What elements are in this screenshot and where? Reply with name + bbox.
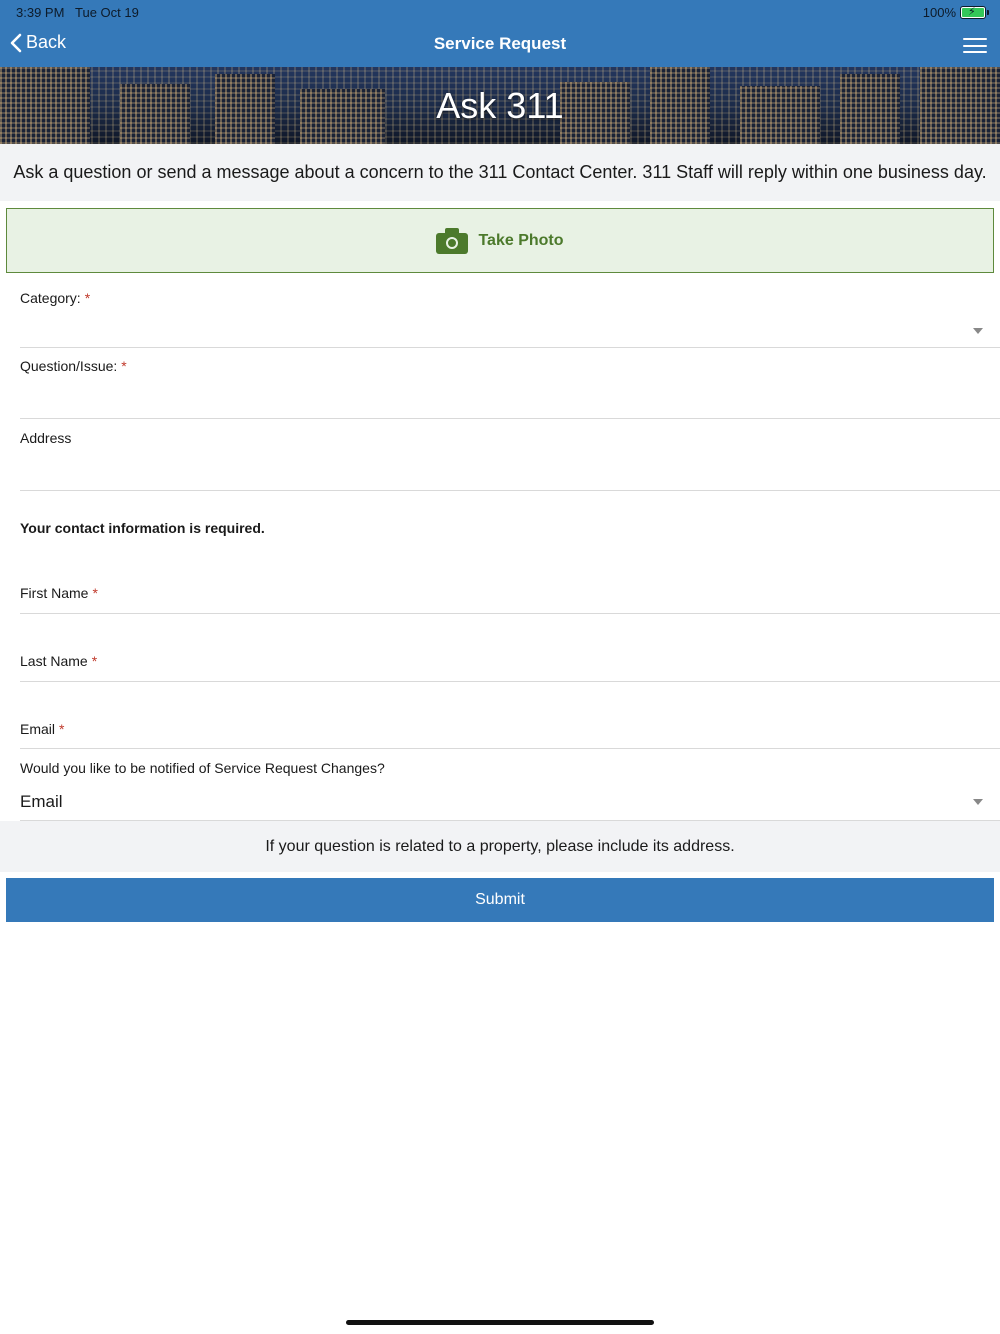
email-field[interactable]: [20, 721, 1000, 749]
status-time: [16, 5, 139, 20]
address-label: Address: [20, 430, 72, 446]
take-photo-label: Take Photo: [478, 231, 564, 249]
top-navigation-bar: [0, 0, 1000, 67]
first-name-field[interactable]: [20, 585, 1000, 614]
intro-text: Ask a question or send a message about a concern to the 311 Contact Center. 311 Staff will reply within one business day.: [0, 144, 1000, 201]
first-name-label: First Name *: [20, 585, 98, 601]
last-name-field[interactable]: [20, 653, 1000, 682]
question-label: Question/Issue: *: [20, 358, 127, 374]
last-name-label: Last Name *: [20, 653, 98, 669]
email-label: Email *: [20, 721, 65, 737]
category-label: Category: *: [20, 290, 91, 306]
city-skyline-banner: [0, 67, 1000, 144]
camera-icon: [436, 228, 468, 254]
status-date: Tue Oct 19: [75, 5, 139, 20]
notification-value: Email: [20, 792, 63, 811]
address-info-text: If your question is related to a property, please include its address.: [0, 821, 1000, 872]
take-photo-button[interactable]: [6, 208, 994, 273]
dropdown-arrow-icon: [973, 328, 983, 334]
category-select[interactable]: [20, 290, 1000, 348]
address-field[interactable]: [20, 430, 1000, 491]
back-label: Back: [26, 32, 67, 52]
contact-required-note: Your contact information is required.: [20, 520, 265, 536]
home-indicator[interactable]: [346, 1320, 654, 1325]
dropdown-arrow-icon: [973, 799, 983, 805]
banner-title: Ask 311: [436, 85, 564, 126]
notification-select[interactable]: [20, 760, 1000, 821]
battery-icon: ⚡: [960, 6, 986, 19]
hamburger-menu-icon[interactable]: [963, 38, 987, 53]
page-title: Service Request: [433, 34, 567, 53]
status-right: [923, 5, 986, 20]
question-field[interactable]: [20, 358, 1000, 419]
battery-percent: 100%: [922, 5, 956, 20]
status-clock: 3:39 PM: [16, 5, 65, 20]
submit-button[interactable]: Submit: [6, 878, 994, 922]
notification-label: Would you like to be notified of Service Request Changes?: [20, 760, 385, 776]
